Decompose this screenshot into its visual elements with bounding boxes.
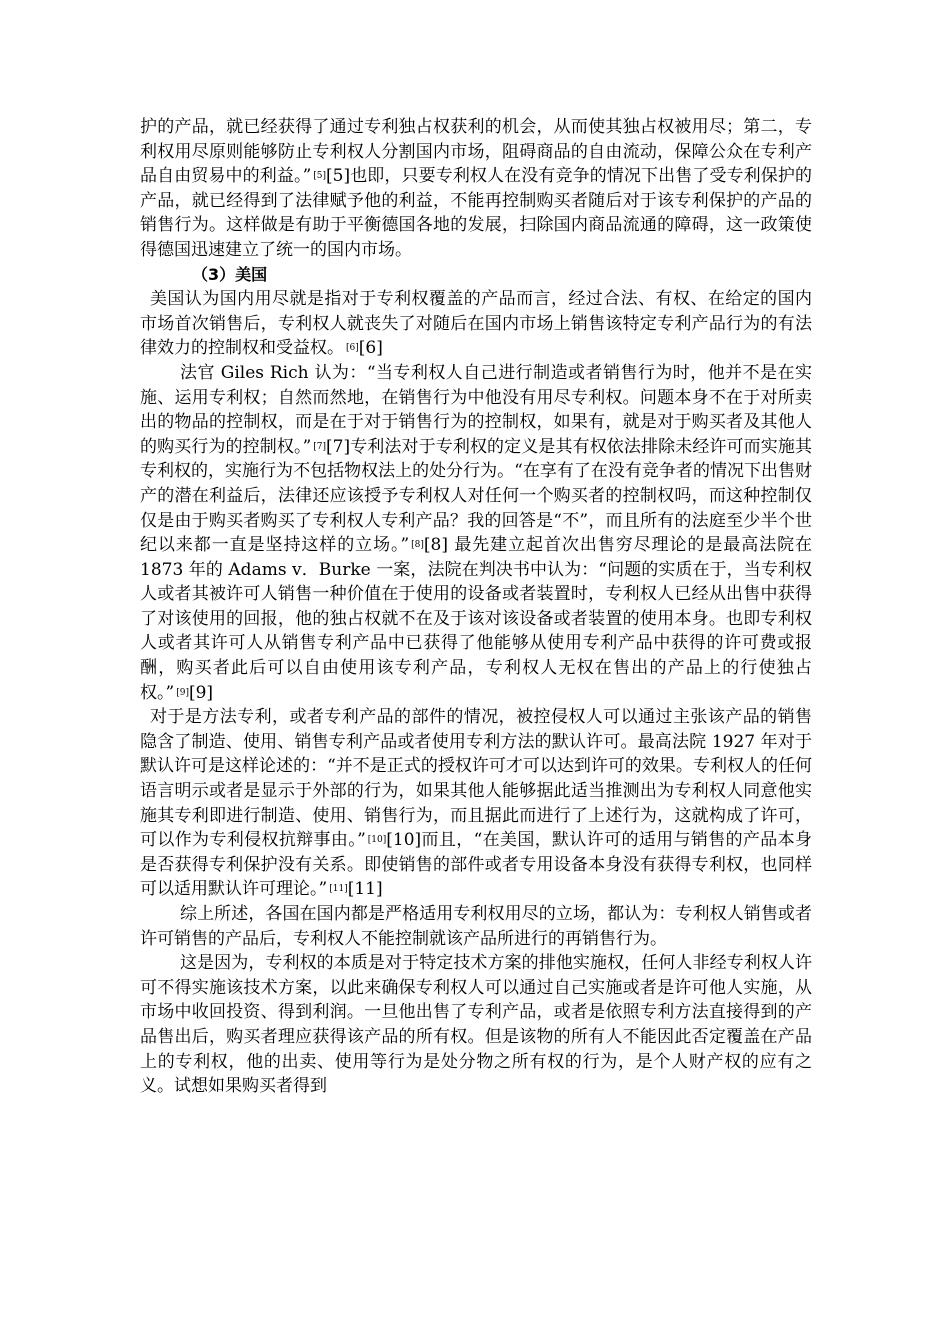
paragraph-text: [7]专利法对于专利权的定义是其有权依法排除未经许可而实施其专利权的，实施行为不包括物权法上的处分行为。“在享有了在没有竞争者的情况下出售财产的潜在利益后，法律还应该授予专利权人对任何一个购买者的控制权吗，而这种控制仅仅是由于购买者购买了专利权人专利产品？我的回答是“不”，而且所有的法庭至少半个世纪以来都一直是坚持这样的立场。” [140, 436, 812, 556]
footnote-marker: [6] [346, 343, 359, 354]
paragraph [140, 115, 812, 263]
footnote-marker: [5] [313, 171, 327, 182]
paragraph-text: [5]也即，只要专利权人在没有竞争的情况下出售了受专利保护的产品，就已经得到了法律赋予他的利益，不能再控制购买者随后对于该专利保护的产品的销售行为。这样做是有助于平衡德国各地的发展，扫除国内商品流通的障碍，这一政策使得德国迅速建立了统一的国内市场。 [140, 166, 812, 260]
footnote-marker: [10] [367, 835, 387, 846]
paragraph-text: [6] [358, 338, 383, 359]
section-heading [140, 263, 812, 288]
paragraph-text: [11] [347, 879, 383, 900]
paragraph-text: 护的产品，就已经获得了通过专利独占权获利的机会，从而使其独占权被用尽；第二，专利权用尽原则能够防止专利权人分割国内市场，阻碍商品的自由流动，保障公众在专利产品自由贸易中的利益。” [140, 117, 812, 187]
paragraph-text: 这是因为，专利权的本质是对于特定技术方案的排他实施权，任何人非经专利权人许可不得实施该技术方案，以此来确保专利权人可以通过自己实施或者是许可他人实施，从市场中收回投资、得到利润。一旦他出售了专利产品，或者是依照专利方法直接得到的产品售出后，购买者理应获得该产品的所有权。但是该物的所有人不能因此否定覆盖在产品上的专利权，他的出卖、使用等行为是处分物之所有权的行为，是个人财产权的应有之义。试想如果购买者得到 [140, 953, 812, 1097]
footnote-marker: [9] [176, 687, 189, 698]
document-body [140, 115, 812, 1099]
footnote-marker: [8] [411, 540, 424, 551]
paragraph [140, 951, 812, 1099]
footnote-marker: [11] [329, 884, 348, 895]
paragraph-text: 对于是方法专利，或者专利产品的部件的情况，被控侵权人可以通过主张该产品的销售隐含了制造、使用、销售专利产品或者使用专利方法的默认许可。最高法院 1927 年对于默认许可是这样论述的：“并不是正式的授权许可才可以达到许可的效果。专利权人的任何语言明示或者是显示于外部的行为，如果其他人能够据此适当推测出为专利权人同意他实施其专利即进行制造、使用、销售行为，而且据此而进行了上述行为，这就构成了许可，可以作为专利侵权抗辩事由。” [140, 707, 812, 851]
paragraph-text: 法官 Giles Rich 认为：“当专利权人自己进行制造或者销售行为时，他并不是在实施、运用专利权；自然而然地，在销售行为中他没有用尽专利权。问题本身不在于对所卖出的物品的控制权，而是在于对于销售行为的控制权，如果有，就是对于购买者及其他人的购买行为的控制权。” [140, 362, 812, 457]
paragraph [140, 361, 812, 705]
footnote-marker: [7] [313, 441, 327, 452]
paragraph [140, 705, 812, 902]
paragraph [140, 287, 812, 361]
paragraph [140, 902, 812, 951]
paragraph-text: [9] [188, 682, 214, 703]
paragraph-text: 美国认为国内用尽就是指对于专利权覆盖的产品而言，经过合法、有权、在给定的国内市场首次销售后，专利权人就丧失了对随后在国内市场上销售该特定专利产品行为的有法律效力的控制权和受益权。 [140, 289, 812, 359]
paragraph-text: [10]而且，“在美国，默认许可的适用与销售的产品本身是否获得专利保护没有关系。即使销售的部件或者专用设备本身没有获得专利权，也同样可以适用默认许可理论。” [140, 830, 812, 900]
paragraph-text: [8] 最先建立起首次出售穷尽理论的是最高法院在 1873 年的 Adams v．Burke 一案，法院在判决书中认为：“问题的实质在于，当专利权人或者其被许可人销售一种价值在于使用的设备或者装置时，专利权人已经从出售中获得了对该使用的回报，他的独占权就不在及于该对该设备或者装置的使用本身。也即专利权人或者其许可人从销售专利产品中已获得了他能够从使用专利产品中获得的许可费或报酬，购买者此后可以自由使用该专利产品，专利权人无权在售出的产品上的行使独占权。” [140, 535, 812, 703]
heading-text: （3）美国 [192, 264, 268, 284]
paragraph-text: 综上所述，各国在国内都是严格适用专利权用尽的立场，都认为：专利权人销售或者许可销售的产品后，专利权人不能控制就该产品所进行的再销售行为。 [140, 904, 812, 949]
